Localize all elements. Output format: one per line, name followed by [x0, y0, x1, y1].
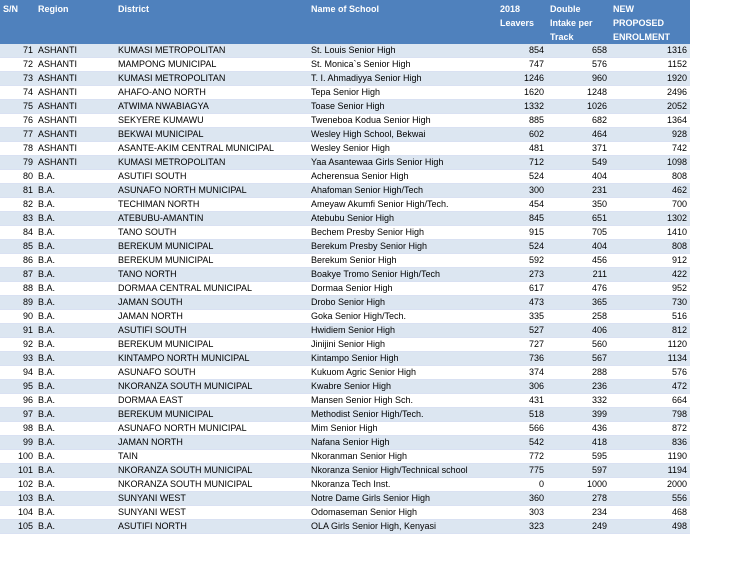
- region-cell: B.A.: [35, 268, 115, 282]
- double-intake-cell: 597: [547, 464, 610, 478]
- sn-cell: 94: [0, 366, 35, 380]
- leavers-cell: 845: [497, 212, 547, 226]
- sn-cell: 102: [0, 478, 35, 492]
- table-row: [0, 338, 690, 352]
- sn-cell: 99: [0, 436, 35, 450]
- table-row: [0, 114, 690, 128]
- new-enrolment-cell: 1364: [610, 114, 690, 128]
- double-intake-cell: 231: [547, 184, 610, 198]
- sn-cell: 75: [0, 100, 35, 114]
- leavers-cell: 0: [497, 478, 547, 492]
- region-cell: ASHANTI: [35, 100, 115, 114]
- new-enrolment-cell: 472: [610, 380, 690, 394]
- table-row: [0, 422, 690, 436]
- double-intake-cell: 567: [547, 352, 610, 366]
- leavers-cell: 527: [497, 324, 547, 338]
- sn-cell: 90: [0, 310, 35, 324]
- district-cell: BEREKUM MUNICIPAL: [115, 338, 308, 352]
- district-cell: BEREKUM MUNICIPAL: [115, 254, 308, 268]
- double-intake-cell: 476: [547, 282, 610, 296]
- district-cell: JAMAN SOUTH: [115, 296, 308, 310]
- district-cell: JAMAN NORTH: [115, 310, 308, 324]
- new-enrolment-cell: 576: [610, 366, 690, 380]
- new-enrolment-cell: 1302: [610, 212, 690, 226]
- leavers-cell: 481: [497, 142, 547, 156]
- region-cell: B.A.: [35, 478, 115, 492]
- table-row: [0, 58, 690, 72]
- district-cell: SUNYANI WEST: [115, 492, 308, 506]
- table-row: [0, 184, 690, 198]
- district-cell: NKORANZA SOUTH MUNICIPAL: [115, 478, 308, 492]
- school-cell: Nkoranza Tech Inst.: [308, 478, 497, 492]
- sn-cell: 71: [0, 44, 35, 58]
- school-cell: Dormaa Senior High: [308, 282, 497, 296]
- sn-cell: 88: [0, 282, 35, 296]
- table-body: [0, 44, 690, 534]
- school-cell: OLA Girls Senior High, Kenyasi: [308, 520, 497, 534]
- sn-cell: 104: [0, 506, 35, 520]
- district-cell: ASUNAFO SOUTH: [115, 366, 308, 380]
- double-intake-cell: 960: [547, 72, 610, 86]
- double-intake-cell: 404: [547, 170, 610, 184]
- district-cell: AHAFO-ANO NORTH: [115, 86, 308, 100]
- school-cell: Mansen Senior High Sch.: [308, 394, 497, 408]
- school-cell: Kwabre Senior High: [308, 380, 497, 394]
- table-row: [0, 170, 690, 184]
- district-cell: ASUNAFO NORTH MUNICIPAL: [115, 422, 308, 436]
- leavers-cell: 712: [497, 156, 547, 170]
- region-cell: ASHANTI: [35, 44, 115, 58]
- leavers-cell: 1246: [497, 72, 547, 86]
- double-intake-cell: 651: [547, 212, 610, 226]
- double-intake-cell: 560: [547, 338, 610, 352]
- school-cell: Jinijini Senior High: [308, 338, 497, 352]
- double-intake-cell: 682: [547, 114, 610, 128]
- region-cell: B.A.: [35, 170, 115, 184]
- leavers-cell: 566: [497, 422, 547, 436]
- sn-cell: 74: [0, 86, 35, 100]
- leavers-cell: 273: [497, 268, 547, 282]
- region-cell: B.A.: [35, 310, 115, 324]
- table-row: [0, 198, 690, 212]
- new-enrolment-cell: 1152: [610, 58, 690, 72]
- table-row: [0, 296, 690, 310]
- table-row: [0, 450, 690, 464]
- table-row: [0, 282, 690, 296]
- district-cell: BEREKUM MUNICIPAL: [115, 240, 308, 254]
- new-enrolment-cell: 2496: [610, 86, 690, 100]
- new-enrolment-cell: 1120: [610, 338, 690, 352]
- region-cell: B.A.: [35, 226, 115, 240]
- header-double-intake: Double Intake per Track: [547, 0, 610, 44]
- school-cell: Wesley High School, Bekwai: [308, 128, 497, 142]
- region-cell: B.A.: [35, 324, 115, 338]
- school-cell: Bechem Presby Senior High: [308, 226, 497, 240]
- region-cell: ASHANTI: [35, 58, 115, 72]
- double-intake-cell: 365: [547, 296, 610, 310]
- sn-cell: 105: [0, 520, 35, 534]
- region-cell: B.A.: [35, 254, 115, 268]
- sn-cell: 81: [0, 184, 35, 198]
- district-cell: BEREKUM MUNICIPAL: [115, 408, 308, 422]
- district-cell: ASANTE-AKIM CENTRAL MUNICIPAL: [115, 142, 308, 156]
- double-intake-cell: 236: [547, 380, 610, 394]
- new-enrolment-cell: 836: [610, 436, 690, 450]
- sn-cell: 87: [0, 268, 35, 282]
- sn-cell: 92: [0, 338, 35, 352]
- sn-cell: 85: [0, 240, 35, 254]
- new-enrolment-cell: 872: [610, 422, 690, 436]
- sn-cell: 73: [0, 72, 35, 86]
- district-cell: ASUTIFI NORTH: [115, 520, 308, 534]
- school-cell: Tweneboa Kodua Senior High: [308, 114, 497, 128]
- district-cell: SEKYERE KUMAWU: [115, 114, 308, 128]
- leavers-cell: 775: [497, 464, 547, 478]
- district-cell: DORMAA CENTRAL MUNICIPAL: [115, 282, 308, 296]
- region-cell: B.A.: [35, 352, 115, 366]
- district-cell: SUNYANI WEST: [115, 506, 308, 520]
- leavers-cell: 885: [497, 114, 547, 128]
- school-cell: Ahafoman Senior High/Tech: [308, 184, 497, 198]
- leavers-cell: 473: [497, 296, 547, 310]
- district-cell: NKORANZA SOUTH MUNICIPAL: [115, 464, 308, 478]
- school-cell: Wesley Senior High: [308, 142, 497, 156]
- sn-cell: 82: [0, 198, 35, 212]
- region-cell: ASHANTI: [35, 86, 115, 100]
- double-intake-cell: 258: [547, 310, 610, 324]
- region-cell: B.A.: [35, 492, 115, 506]
- double-intake-cell: 399: [547, 408, 610, 422]
- leavers-cell: 431: [497, 394, 547, 408]
- sn-cell: 93: [0, 352, 35, 366]
- leavers-cell: 300: [497, 184, 547, 198]
- district-cell: TAIN: [115, 450, 308, 464]
- sn-cell: 89: [0, 296, 35, 310]
- leavers-cell: 602: [497, 128, 547, 142]
- double-intake-cell: 249: [547, 520, 610, 534]
- table-row: [0, 72, 690, 86]
- table-row: [0, 408, 690, 422]
- school-cell: Acherensua Senior High: [308, 170, 497, 184]
- new-enrolment-cell: 742: [610, 142, 690, 156]
- double-intake-cell: 549: [547, 156, 610, 170]
- leavers-cell: 1620: [497, 86, 547, 100]
- double-intake-cell: 456: [547, 254, 610, 268]
- school-cell: Kintampo Senior High: [308, 352, 497, 366]
- table-row: [0, 142, 690, 156]
- new-enrolment-cell: 912: [610, 254, 690, 268]
- school-cell: Ameyaw Akumfi Senior High/Tech.: [308, 198, 497, 212]
- table-row: [0, 268, 690, 282]
- region-cell: B.A.: [35, 436, 115, 450]
- leavers-cell: 915: [497, 226, 547, 240]
- table-row: [0, 128, 690, 142]
- sn-cell: 96: [0, 394, 35, 408]
- region-cell: B.A.: [35, 366, 115, 380]
- double-intake-cell: 1248: [547, 86, 610, 100]
- leavers-cell: 360: [497, 492, 547, 506]
- new-enrolment-cell: 812: [610, 324, 690, 338]
- table-row: [0, 212, 690, 226]
- school-cell: Kukuom Agric Senior High: [308, 366, 497, 380]
- district-cell: ASUTIFI SOUTH: [115, 170, 308, 184]
- school-cell: Atebubu Senior High: [308, 212, 497, 226]
- region-cell: ASHANTI: [35, 142, 115, 156]
- school-cell: Tepa Senior High: [308, 86, 497, 100]
- leavers-cell: 518: [497, 408, 547, 422]
- table-row: [0, 226, 690, 240]
- double-intake-cell: 436: [547, 422, 610, 436]
- district-cell: KUMASI METROPOLITAN: [115, 72, 308, 86]
- new-enrolment-cell: 808: [610, 240, 690, 254]
- leavers-cell: 727: [497, 338, 547, 352]
- table-row: [0, 380, 690, 394]
- school-cell: Toase Senior High: [308, 100, 497, 114]
- double-intake-cell: 350: [547, 198, 610, 212]
- district-cell: KUMASI METROPOLITAN: [115, 156, 308, 170]
- sn-cell: 78: [0, 142, 35, 156]
- new-enrolment-cell: 1190: [610, 450, 690, 464]
- leavers-cell: 1332: [497, 100, 547, 114]
- region-cell: ASHANTI: [35, 156, 115, 170]
- district-cell: TANO SOUTH: [115, 226, 308, 240]
- double-intake-cell: 371: [547, 142, 610, 156]
- region-cell: B.A.: [35, 520, 115, 534]
- table-row: [0, 352, 690, 366]
- district-cell: BEKWAI MUNICIPAL: [115, 128, 308, 142]
- double-intake-cell: 705: [547, 226, 610, 240]
- school-cell: Berekum Presby Senior High: [308, 240, 497, 254]
- double-intake-cell: 1000: [547, 478, 610, 492]
- leavers-cell: 854: [497, 44, 547, 58]
- school-cell: Yaa Asantewaa Girls Senior High: [308, 156, 497, 170]
- leavers-cell: 747: [497, 58, 547, 72]
- new-enrolment-cell: 498: [610, 520, 690, 534]
- region-cell: B.A.: [35, 282, 115, 296]
- new-enrolment-cell: 1920: [610, 72, 690, 86]
- new-enrolment-cell: 556: [610, 492, 690, 506]
- new-enrolment-cell: 730: [610, 296, 690, 310]
- region-cell: B.A.: [35, 212, 115, 226]
- new-enrolment-cell: 462: [610, 184, 690, 198]
- region-cell: B.A.: [35, 380, 115, 394]
- double-intake-cell: 418: [547, 436, 610, 450]
- region-cell: B.A.: [35, 296, 115, 310]
- sn-cell: 72: [0, 58, 35, 72]
- header-sn: S/N: [0, 0, 35, 44]
- school-cell: Hwidiem Senior High: [308, 324, 497, 338]
- leavers-cell: 306: [497, 380, 547, 394]
- table-row: [0, 86, 690, 100]
- region-cell: B.A.: [35, 422, 115, 436]
- sn-cell: 77: [0, 128, 35, 142]
- table-row: [0, 394, 690, 408]
- table-row: [0, 44, 690, 58]
- double-intake-cell: 278: [547, 492, 610, 506]
- region-cell: ASHANTI: [35, 114, 115, 128]
- new-enrolment-cell: 928: [610, 128, 690, 142]
- leavers-cell: 524: [497, 170, 547, 184]
- region-cell: B.A.: [35, 464, 115, 478]
- header-district: District: [115, 0, 308, 44]
- table-row: [0, 254, 690, 268]
- school-cell: Nkoranza Senior High/Technical school: [308, 464, 497, 478]
- table-row: [0, 156, 690, 170]
- header-new-enrolment: NEW PROPOSED ENROLMENT: [610, 0, 690, 44]
- table-header: [0, 0, 690, 44]
- district-cell: DORMAA EAST: [115, 394, 308, 408]
- school-cell: Mim Senior High: [308, 422, 497, 436]
- district-cell: MAMPONG MUNICIPAL: [115, 58, 308, 72]
- table-row: [0, 324, 690, 338]
- sn-cell: 84: [0, 226, 35, 240]
- sn-cell: 86: [0, 254, 35, 268]
- double-intake-cell: 404: [547, 240, 610, 254]
- new-enrolment-cell: 1134: [610, 352, 690, 366]
- double-intake-cell: 595: [547, 450, 610, 464]
- leavers-cell: 542: [497, 436, 547, 450]
- header-school: Name of School: [308, 0, 497, 44]
- new-enrolment-cell: 664: [610, 394, 690, 408]
- leavers-cell: 617: [497, 282, 547, 296]
- leavers-cell: 303: [497, 506, 547, 520]
- new-enrolment-cell: 700: [610, 198, 690, 212]
- leavers-cell: 374: [497, 366, 547, 380]
- table-row: [0, 240, 690, 254]
- header-leavers: 2018 Leavers: [497, 0, 547, 44]
- sn-cell: 97: [0, 408, 35, 422]
- district-cell: TANO NORTH: [115, 268, 308, 282]
- sn-cell: 80: [0, 170, 35, 184]
- district-cell: JAMAN NORTH: [115, 436, 308, 450]
- district-cell: TECHIMAN NORTH: [115, 198, 308, 212]
- region-cell: ASHANTI: [35, 128, 115, 142]
- new-enrolment-cell: 952: [610, 282, 690, 296]
- new-enrolment-cell: 1098: [610, 156, 690, 170]
- new-enrolment-cell: 1194: [610, 464, 690, 478]
- region-cell: ASHANTI: [35, 72, 115, 86]
- sn-cell: 98: [0, 422, 35, 436]
- district-cell: KUMASI METROPOLITAN: [115, 44, 308, 58]
- region-cell: B.A.: [35, 184, 115, 198]
- sn-cell: 91: [0, 324, 35, 338]
- region-cell: B.A.: [35, 240, 115, 254]
- sn-cell: 103: [0, 492, 35, 506]
- school-cell: Notre Dame Girls Senior High: [308, 492, 497, 506]
- double-intake-cell: 332: [547, 394, 610, 408]
- leavers-cell: 323: [497, 520, 547, 534]
- new-enrolment-cell: 808: [610, 170, 690, 184]
- sn-cell: 76: [0, 114, 35, 128]
- new-enrolment-cell: 468: [610, 506, 690, 520]
- leavers-cell: 772: [497, 450, 547, 464]
- new-enrolment-cell: 1410: [610, 226, 690, 240]
- double-intake-cell: 211: [547, 268, 610, 282]
- region-cell: B.A.: [35, 198, 115, 212]
- region-cell: B.A.: [35, 450, 115, 464]
- header-region: Region: [35, 0, 115, 44]
- double-intake-cell: 234: [547, 506, 610, 520]
- school-cell: St. Louis Senior High: [308, 44, 497, 58]
- table-row: [0, 310, 690, 324]
- double-intake-cell: 658: [547, 44, 610, 58]
- school-cell: Boakye Tromo Senior High/Tech: [308, 268, 497, 282]
- new-enrolment-cell: 2000: [610, 478, 690, 492]
- table-row: [0, 520, 690, 534]
- sn-cell: 95: [0, 380, 35, 394]
- double-intake-cell: 464: [547, 128, 610, 142]
- school-cell: T. I. Ahmadiyya Senior High: [308, 72, 497, 86]
- leavers-cell: 592: [497, 254, 547, 268]
- school-cell: Nafana Senior High: [308, 436, 497, 450]
- leavers-cell: 524: [497, 240, 547, 254]
- double-intake-cell: 288: [547, 366, 610, 380]
- sn-cell: 100: [0, 450, 35, 464]
- new-enrolment-cell: 516: [610, 310, 690, 324]
- leavers-cell: 335: [497, 310, 547, 324]
- sn-cell: 83: [0, 212, 35, 226]
- district-cell: ATEBUBU-AMANTIN: [115, 212, 308, 226]
- region-cell: B.A.: [35, 338, 115, 352]
- school-cell: Nkoranman Senior High: [308, 450, 497, 464]
- school-cell: Goka Senior High/Tech.: [308, 310, 497, 324]
- table-row: [0, 464, 690, 478]
- double-intake-cell: 406: [547, 324, 610, 338]
- district-cell: ATWIMA NWABIAGYA: [115, 100, 308, 114]
- table-row: [0, 492, 690, 506]
- district-cell: KINTAMPO NORTH MUNICIPAL: [115, 352, 308, 366]
- table-row: [0, 478, 690, 492]
- school-cell: Drobo Senior High: [308, 296, 497, 310]
- table-row: [0, 366, 690, 380]
- new-enrolment-cell: 2052: [610, 100, 690, 114]
- sn-cell: 101: [0, 464, 35, 478]
- table-row: [0, 506, 690, 520]
- region-cell: B.A.: [35, 408, 115, 422]
- district-cell: ASUTIFI SOUTH: [115, 324, 308, 338]
- region-cell: B.A.: [35, 394, 115, 408]
- leavers-cell: 736: [497, 352, 547, 366]
- double-intake-cell: 576: [547, 58, 610, 72]
- new-enrolment-cell: 798: [610, 408, 690, 422]
- leavers-cell: 454: [497, 198, 547, 212]
- district-cell: ASUNAFO NORTH MUNICIPAL: [115, 184, 308, 198]
- new-enrolment-cell: 422: [610, 268, 690, 282]
- school-cell: Odomaseman Senior High: [308, 506, 497, 520]
- school-cell: Methodist Senior High/Tech.: [308, 408, 497, 422]
- school-cell: Berekum Senior High: [308, 254, 497, 268]
- region-cell: B.A.: [35, 506, 115, 520]
- table-row: [0, 436, 690, 450]
- new-enrolment-cell: 1316: [610, 44, 690, 58]
- school-cell: St. Monica`s Senior High: [308, 58, 497, 72]
- table-row: [0, 100, 690, 114]
- sn-cell: 79: [0, 156, 35, 170]
- double-intake-cell: 1026: [547, 100, 610, 114]
- district-cell: NKORANZA SOUTH MUNICIPAL: [115, 380, 308, 394]
